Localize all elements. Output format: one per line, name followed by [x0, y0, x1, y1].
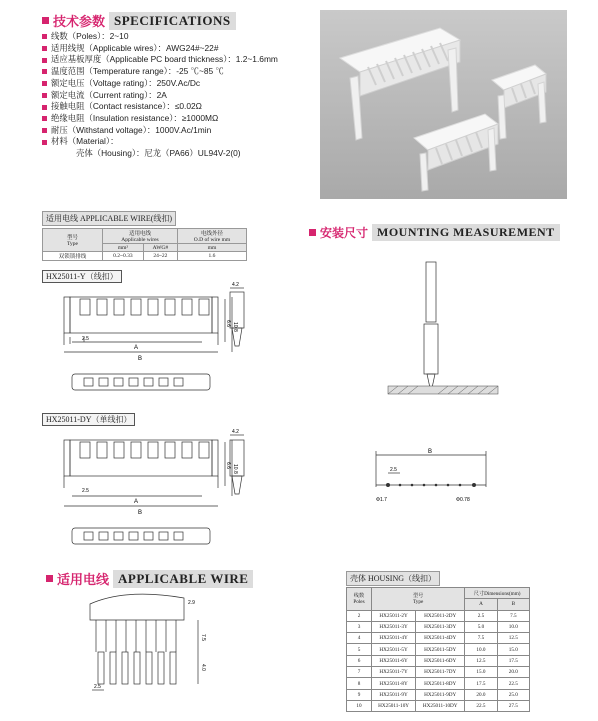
dim-2-5: 2.5	[94, 684, 101, 690]
dim-2-5: 2.5	[82, 336, 89, 342]
table-cell: HX25011-9Y	[372, 689, 416, 700]
wire-table	[42, 228, 247, 261]
table-cell: HX25011-3Y	[372, 621, 416, 632]
table-cell: 27.5	[497, 700, 529, 711]
table-cell: 9	[347, 689, 372, 700]
spec-item: 线数（Poles）：2~10	[42, 31, 312, 43]
dim-6-6: 6.6	[225, 320, 231, 327]
table-cell: HX25011-8DY	[416, 678, 465, 689]
table-row	[347, 700, 530, 711]
dim-phi-0-78: Φ0.78	[456, 497, 470, 503]
table-cell: HX25011-2Y	[372, 610, 416, 621]
wire-table-title: 适用电线 APPLICABLE WIRE(线扣)	[42, 211, 176, 226]
table-cell: 8	[347, 678, 372, 689]
drawing1-diagram	[42, 282, 242, 402]
table-row	[347, 655, 530, 666]
bullet-icon	[42, 93, 47, 98]
table-cell: 7.5	[497, 610, 529, 621]
table-cell: 10	[347, 700, 372, 711]
table-row	[347, 633, 530, 644]
spec-item: 接触电阻（Contact resistance）：≤0.02Ω	[42, 101, 312, 113]
spec-item: 额定电流（Current rating）：2A	[42, 90, 312, 102]
housing-table-body	[347, 610, 530, 712]
table-cell: 5.0	[465, 621, 497, 632]
dim-4-0: 4.0	[200, 664, 206, 671]
table-row: A B	[347, 599, 530, 610]
applicable-wire-title-cn: 适用电线	[57, 572, 110, 587]
bullet-icon	[42, 34, 47, 39]
table-cell: HX25011-3DY	[416, 621, 465, 632]
table-cell: 4	[347, 633, 372, 644]
dim-4-2: 4.2	[232, 429, 239, 435]
table-cell: 15.0	[465, 667, 497, 678]
product-photo	[320, 10, 567, 199]
table-row	[347, 689, 530, 700]
table-row	[347, 667, 530, 678]
bullet-square-icon	[42, 17, 49, 24]
housing-title-en: HOUSING	[368, 574, 404, 583]
table-cell: HX25011-4Y	[372, 633, 416, 644]
table-cell: 7	[347, 667, 372, 678]
table-cell: HX25011-7Y	[372, 667, 416, 678]
table-cell: 20.0	[497, 667, 529, 678]
table-row	[347, 678, 530, 689]
table-cell: 10.0	[497, 621, 529, 632]
table-cell: 6	[347, 655, 372, 666]
applicable-wire-diagram	[86, 590, 216, 700]
spec-item: 额定电压（Voltage rating）：250V.Ac/Dc	[42, 78, 312, 90]
bullet-icon	[42, 46, 47, 51]
table-cell: 17.5	[497, 655, 529, 666]
applicable-wire-heading	[46, 569, 253, 588]
table-cell: HX25011-7DY	[416, 667, 465, 678]
applicable-wire-title-en: APPLICABLE WIRE	[113, 570, 253, 588]
dim-b: B	[138, 356, 143, 362]
table-row: mm² AWG# mm	[43, 244, 247, 252]
drawing2-side-view	[226, 428, 256, 518]
mounting-heading	[309, 224, 560, 241]
table-row	[347, 610, 530, 621]
bullet-icon	[42, 140, 47, 145]
specs-heading	[42, 11, 236, 30]
drawing2-label: HX25011-DY（单线扣）	[42, 413, 135, 426]
table-cell: HX25011-10DY	[416, 700, 465, 711]
table-cell: HX25011-4DY	[416, 633, 465, 644]
table-cell: 12.5	[465, 655, 497, 666]
housing-table	[346, 587, 530, 712]
dim-b: B	[138, 510, 143, 516]
bullet-icon	[42, 69, 47, 74]
mounting-title-en: MOUNTING MEASUREMENT	[372, 224, 560, 241]
table-row: 线数 Poles 型号 Type 尺寸Dimensions(mm)	[347, 588, 530, 599]
table-cell: 25.0	[497, 689, 529, 700]
bullet-icon	[42, 105, 47, 110]
specs-title-en: SPECIFICATIONS	[109, 12, 236, 30]
drawing1-label: HX25011-Y（线扣）	[42, 270, 122, 283]
table-cell: HX25011-5DY	[416, 644, 465, 655]
table-cell: HX25011-8Y	[372, 678, 416, 689]
dim-phi-1-7: Φ1.7	[376, 497, 387, 503]
drawing2-diagram	[42, 428, 242, 548]
dim-a: A	[134, 345, 139, 351]
dim-2-5: 2.5	[390, 467, 397, 473]
table-row	[347, 621, 530, 632]
table-cell: HX25011-2DY	[416, 610, 465, 621]
table-cell: HX25011-5Y	[372, 644, 416, 655]
table-cell: 2	[347, 610, 372, 621]
bullet-icon	[42, 116, 47, 121]
drawing1-side-view	[226, 282, 256, 372]
table-cell: 22.5	[497, 678, 529, 689]
spec-item: 适用线规（Applicable wires）：AWG24#~22#	[42, 43, 312, 55]
table-row	[347, 644, 530, 655]
dim-4-2: 4.2	[232, 282, 239, 288]
table-cell: 15.0	[497, 644, 529, 655]
spec-item: 耐压（Withstand voltage）：1000V.Ac/1min	[42, 125, 312, 137]
table-cell: HX25011-9DY	[416, 689, 465, 700]
table-cell: HX25011-6Y	[372, 655, 416, 666]
table-cell: 20.0	[465, 689, 497, 700]
table-row: 型号 Type 适用电线 Applicable wires 电线外径 O.D of wire mm	[43, 229, 247, 244]
bullet-square-icon	[46, 575, 53, 582]
table-cell: HX25011-6DY	[416, 655, 465, 666]
table-cell: 5	[347, 644, 372, 655]
dim-10-8: 10.8	[232, 322, 238, 332]
dim-6-6: 6.6	[225, 462, 231, 469]
dim-10-8: 10.8	[232, 464, 238, 474]
spec-item: 绝缘电阻（Insulation resistance）：≥1000MΩ	[42, 113, 312, 125]
table-cell: 3	[347, 621, 372, 632]
table-cell: 7.5	[465, 633, 497, 644]
pcb-footprint-diagram	[366, 445, 496, 515]
specs-title-cn: 技术参数	[53, 14, 106, 29]
spec-item: 材料（Material）：	[42, 136, 312, 148]
table-cell: 17.5	[465, 678, 497, 689]
table-cell: HX25011-10Y	[372, 700, 416, 711]
mounting-title-cn: 安装尺寸	[320, 226, 369, 240]
table-row: 双锁锁排线 0.2~0.33 24~22 1.6	[43, 252, 247, 261]
housing-title-suffix: （线扣）	[404, 574, 436, 583]
housing-table-title	[346, 571, 440, 586]
table-cell: 2.5	[465, 610, 497, 621]
bullet-square-icon	[309, 229, 316, 236]
dim-2-5: 2.5	[82, 488, 89, 494]
specs-list	[42, 31, 312, 160]
pcb-hatch	[388, 386, 498, 394]
table-cell: 10.0	[465, 644, 497, 655]
bullet-icon	[42, 81, 47, 86]
table-cell: 12.5	[497, 633, 529, 644]
bullet-icon	[42, 58, 47, 63]
spec-item-housing: 壳体（Housing）：尼龙（PA66）UL94V-2(0)	[76, 148, 241, 159]
housing-title-cn: 壳体	[350, 574, 366, 583]
dim-a: A	[134, 499, 139, 505]
bullet-icon	[42, 128, 47, 133]
connector-photo-illustration	[320, 10, 567, 199]
dim-2-9: 2.9	[188, 600, 195, 606]
dim-b: B	[428, 449, 433, 455]
table-cell: 22.5	[465, 700, 497, 711]
spec-item: 适应基板厚度（Applicable PC board thickness）：1.2~1.6mm	[42, 54, 312, 66]
dim-7-5: 7.5	[200, 634, 206, 641]
spec-item: 温度范围（Temperature range）：-25 ℃~85 ℃	[42, 66, 312, 78]
mounting-diagram	[380, 258, 510, 398]
